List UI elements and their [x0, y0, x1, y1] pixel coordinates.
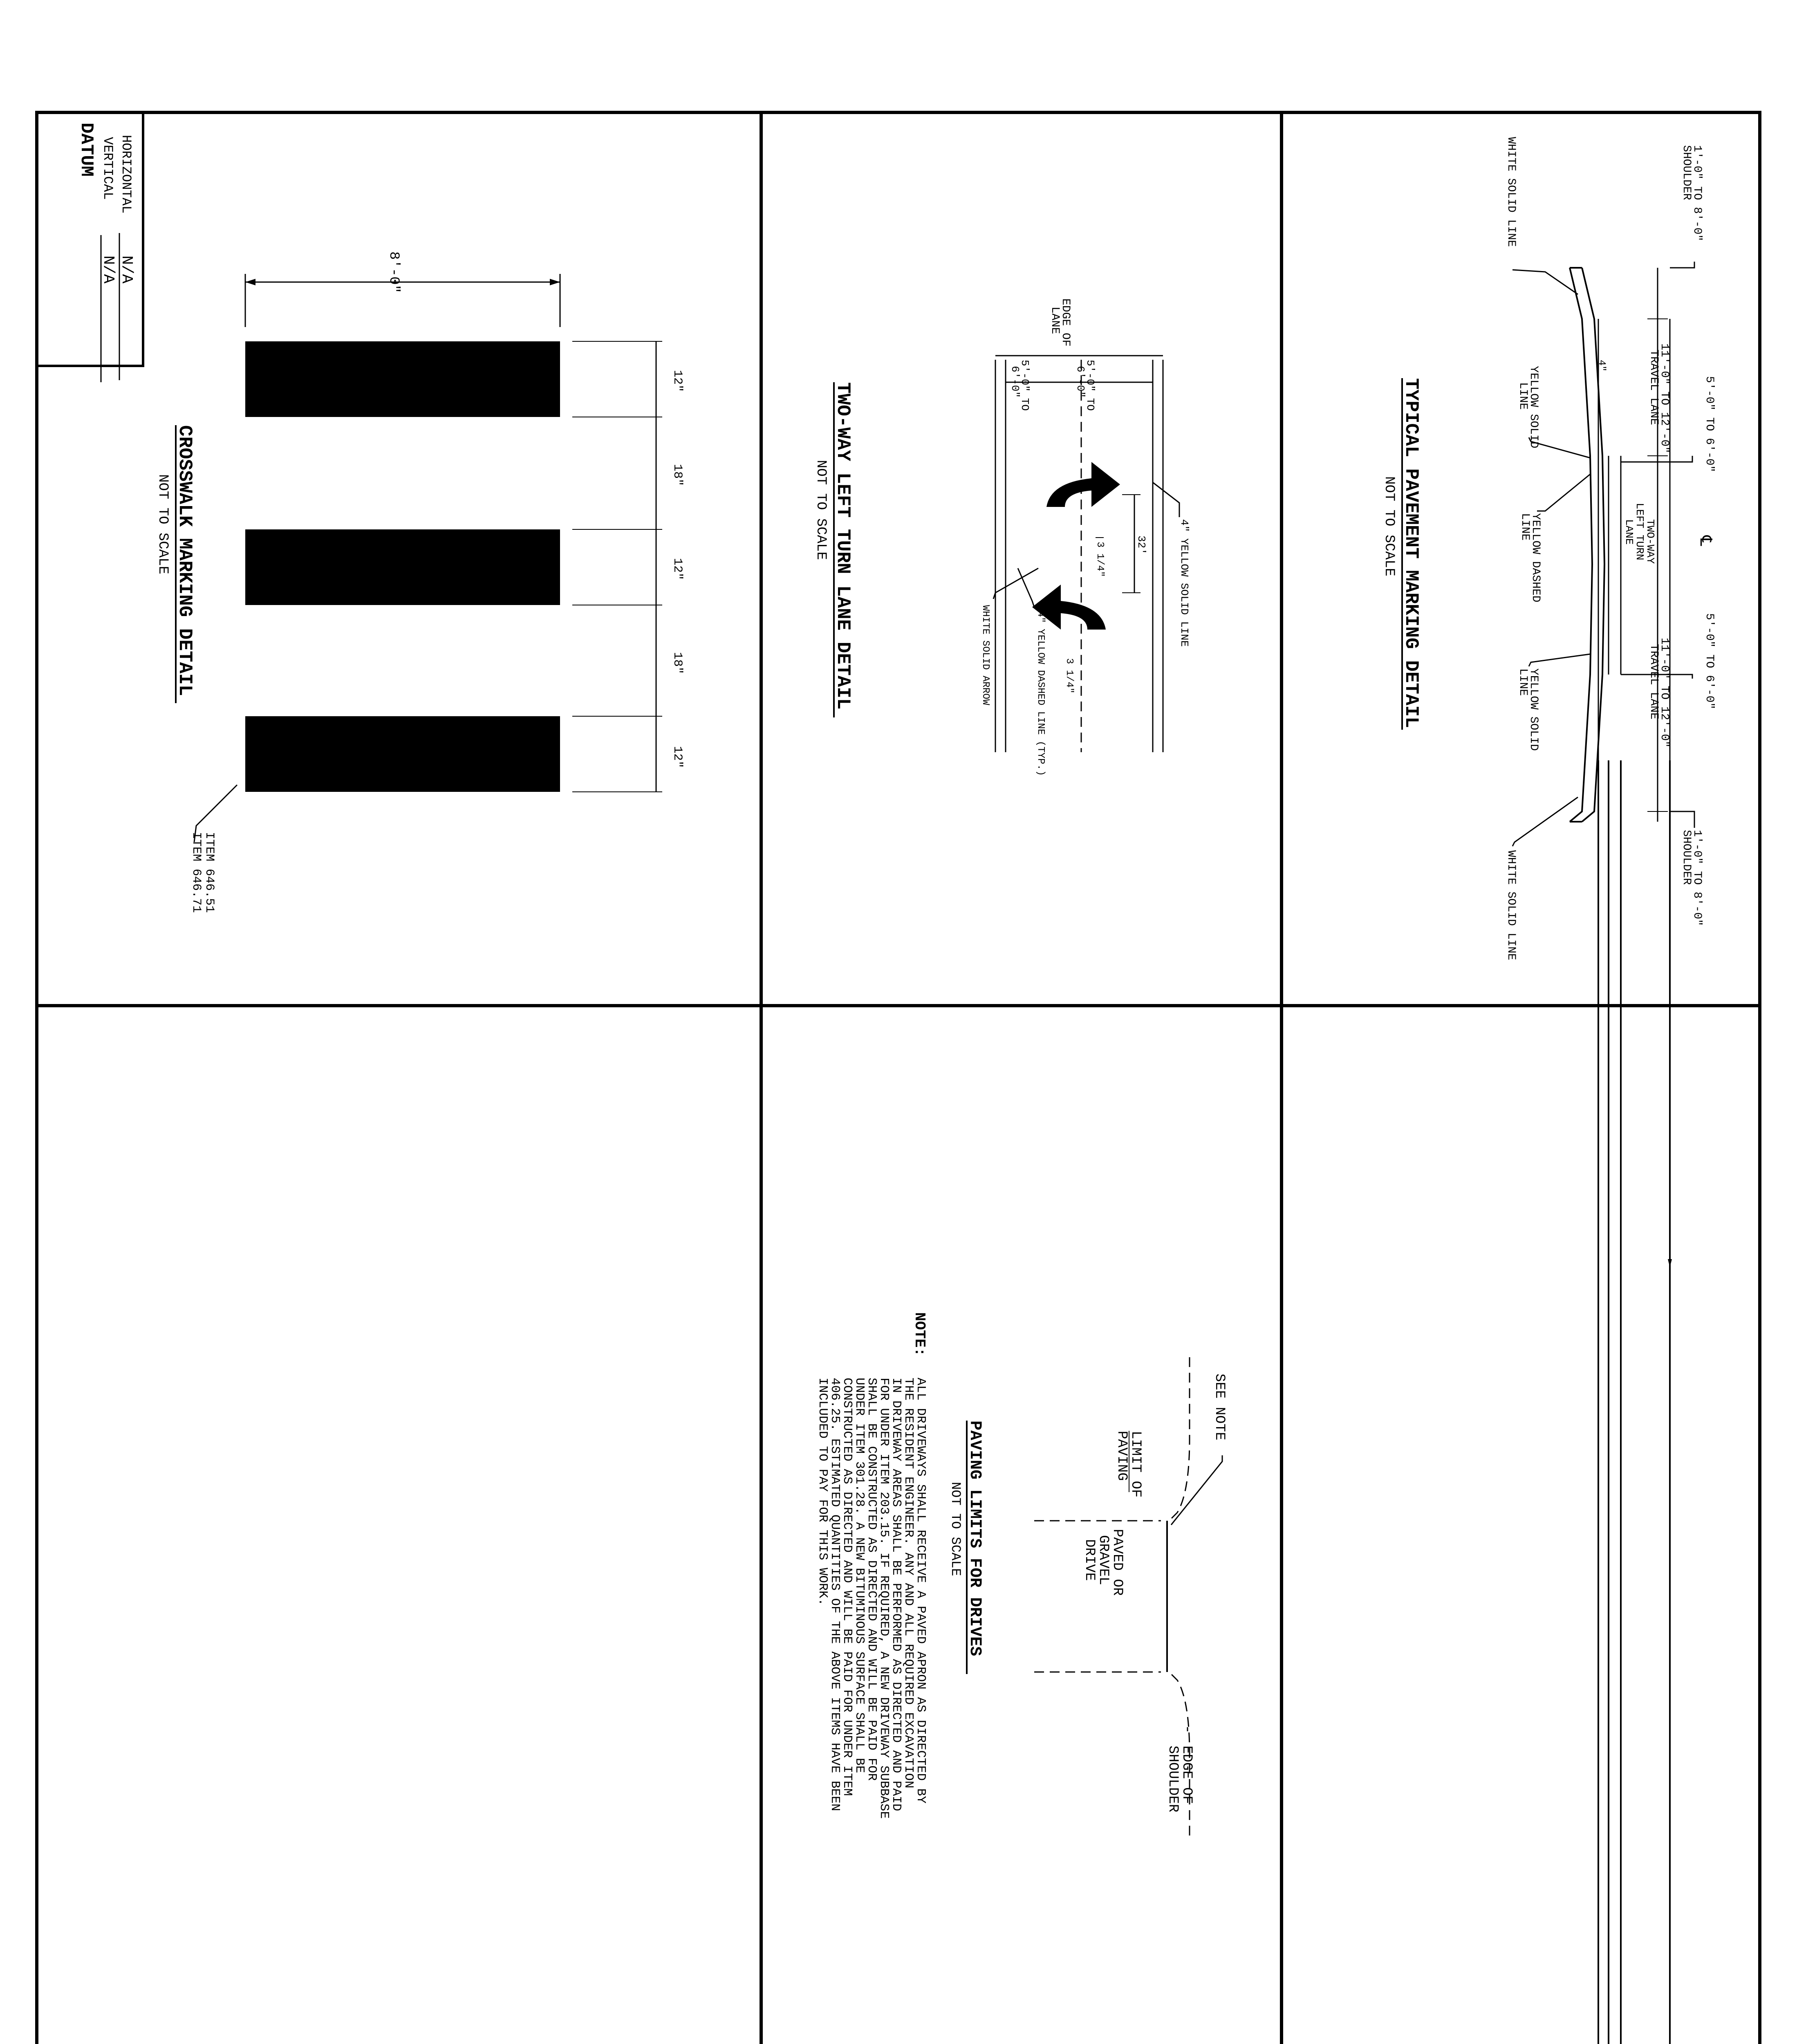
- crosswalk-bar-3: [245, 716, 560, 792]
- twlt-edge-1: EDGE OF: [1059, 298, 1072, 347]
- note-line-6: UNDER ITEM 301.28. A NEW BITUMINOUS SURFACE SHALL BE: [852, 1378, 867, 1773]
- typical-title: TYPICAL PAVEMENT MARKING DETAIL: [1400, 378, 1422, 728]
- typ-twoway-2: LEFT TURN: [1633, 503, 1646, 560]
- twlt-width-right-2: 6'-0": [1074, 366, 1087, 398]
- typ-shoulder-left-1: 1'-0" TO 8'-0": [1691, 145, 1703, 242]
- typ-center-left: 5'-0" TO 6'-0": [1703, 376, 1716, 473]
- typ-travel-left-2: TRAVEL LANE: [1647, 350, 1660, 425]
- crosswalk-bar-1: [245, 341, 560, 417]
- typ-yellow-dashed-1: YELLOW DASHED: [1529, 513, 1542, 603]
- paving-title: PAVING LIMITS FOR DRIVES: [966, 1421, 984, 1656]
- crosswalk-dim-4: 18": [670, 652, 684, 675]
- twlt-width-left-1: 5'-0" TO: [1019, 360, 1031, 411]
- left-turn-arrow-1: [1046, 462, 1120, 507]
- paving-note-text: [816, 1378, 928, 1819]
- typical-detail: [1381, 137, 1716, 960]
- note-line-3: IN DRIVEWAY AREAS SHALL BE PERFORMED AS DIRECTED AND PAID: [889, 1378, 903, 1811]
- twlt-title: TWO-WAY LEFT TURN LANE DETAIL: [832, 382, 854, 710]
- typ-travel-right-2: TRAVEL LANE: [1647, 644, 1660, 719]
- typ-white-solid-right: WHITE SOLID LINE: [1505, 850, 1517, 960]
- crosswalk-item-2: ITEM 646.71: [189, 832, 203, 913]
- paving-paved-3: DRIVE: [1082, 1539, 1097, 1581]
- twlt-yellow-dashed: 4" YELLOW DASHED LINE (TYP.): [1035, 611, 1046, 776]
- twlt-detail: [813, 298, 1190, 776]
- twlt-width-left-2: 6'-0": [1009, 366, 1021, 398]
- twlt-dim-314a: 3 1/4": [1094, 542, 1105, 577]
- datum-box: [37, 112, 143, 382]
- crosswalk-scale: NOT TO SCALE: [155, 474, 170, 574]
- note-line-9: INCLUDED TO PAY FOR THIS WORK.: [816, 1378, 830, 1606]
- typ-yellow-solid-left-2: LINE: [1517, 382, 1529, 410]
- twlt-scale: NOT TO SCALE: [813, 460, 829, 560]
- twlt-width-right-1: 5'-0" TO: [1084, 360, 1096, 411]
- typical-scale: NOT TO SCALE: [1381, 476, 1397, 576]
- note-line-1: ALL DRIVEWAYS SHALL RECEIVE A PAVED APRON AS DIRECTED BY: [914, 1378, 928, 1804]
- typ-centerline: ℄: [1695, 536, 1714, 546]
- datum-vertical-value: N/A: [99, 256, 117, 284]
- note-line-5: SHALL BE CONSTRUCTED AS DIRECTED AND WILL BE PAID FOR: [865, 1378, 879, 1781]
- paving-paved-2: GRAVEL: [1096, 1535, 1111, 1585]
- paving-paved-1: PAVED OR: [1109, 1529, 1125, 1596]
- paving-see-note: SEE NOTE: [1212, 1374, 1227, 1441]
- paving-limit-2: PAVING: [1114, 1431, 1129, 1481]
- crosswalk-item-1: ITEM 646.51: [202, 832, 216, 913]
- crosswalk-width-dim: 8'-0": [386, 251, 401, 294]
- typ-shoulder-left-2: SHOULDER: [1680, 145, 1693, 200]
- twlt-dim-32: 32': [1135, 536, 1147, 555]
- typ-twoway-3: LANE: [1623, 519, 1635, 545]
- paving-note-label: NOTE:: [911, 1312, 928, 1357]
- twlt-edge-2: LANE: [1049, 307, 1061, 334]
- typ-travel-right-1: 11'-0" TO 12'-0": [1658, 638, 1671, 748]
- crosswalk-dim-5: 12": [670, 746, 684, 769]
- typ-shoulder-right-2: SHOULDER: [1680, 830, 1693, 885]
- paving-limit-1: LIMIT OF: [1128, 1431, 1143, 1498]
- typ-yellow-dashed-2: LINE: [1519, 513, 1531, 541]
- typ-shoulder-right-1: 1'-0" TO 8'-0": [1691, 830, 1703, 926]
- note-line-7: CONSTRUCTED AS DIRECTED AND WILL BE PAID FOR UNDER ITEM: [840, 1378, 854, 1796]
- twlt-dim-314b: 3 1/4": [1064, 658, 1075, 694]
- typ-twoway-1: TWO-WAY: [1644, 519, 1656, 564]
- note-line-8: 406.25. ESTIMATED QUANTITIES OF THE ABOVE ITEMS HAVE BEEN: [828, 1378, 842, 1811]
- datum-horizontal-label: HORIZONTAL: [119, 135, 134, 214]
- paving-edge-2: SHOULDER: [1165, 1746, 1181, 1813]
- twlt-white-arrow: WHITE SOLID ARROW: [980, 605, 991, 705]
- crosswalk-detail: [155, 251, 684, 913]
- crosswalk-bar-2: [245, 529, 560, 605]
- typ-yellow-solid-left-1: YELLOW SOLID: [1527, 366, 1540, 448]
- typ-center-right: 5'-0" TO 6'-0": [1703, 613, 1716, 710]
- typ-yellow-solid-right-2: LINE: [1517, 668, 1529, 696]
- datum-vertical-label: VERTICAL: [100, 137, 115, 200]
- datum-title: DATUM: [76, 123, 96, 177]
- crosswalk-dim-2: 18": [670, 464, 684, 486]
- continuation-lines: [1598, 760, 1672, 2044]
- typ-yellow-solid-right-1: YELLOW SOLID: [1527, 668, 1540, 751]
- typ-travel-left-1: 11'-0" TO 12'-0": [1658, 343, 1671, 453]
- paving-edge-1: EDGE OF: [1179, 1746, 1194, 1804]
- datum-horizontal-value: N/A: [118, 256, 135, 284]
- crosswalk-dim-1: 12": [670, 370, 684, 392]
- typ-white-solid-left: WHITE SOLID LINE: [1505, 137, 1517, 247]
- note-line-4: FOR UNDER ITEM 203.15. IF REQUIRED, A NEW DRIVEWAY SUBBASE: [877, 1378, 891, 1819]
- note-line-2: THE RESIDENT ENGINEER. ANY AND ALL REQUIRED EXCAVATION: [901, 1378, 916, 1788]
- crosswalk-title: CROSSWALK MARKING DETAIL: [174, 425, 195, 696]
- paving-detail: [816, 1312, 1227, 1836]
- paving-scale: NOT TO SCALE: [948, 1482, 963, 1576]
- crosswalk-dim-3: 12": [670, 558, 684, 580]
- typ-dim-4: 4": [1596, 360, 1607, 372]
- twlt-yellow-solid: 4" YELLOW SOLID LINE: [1178, 519, 1190, 647]
